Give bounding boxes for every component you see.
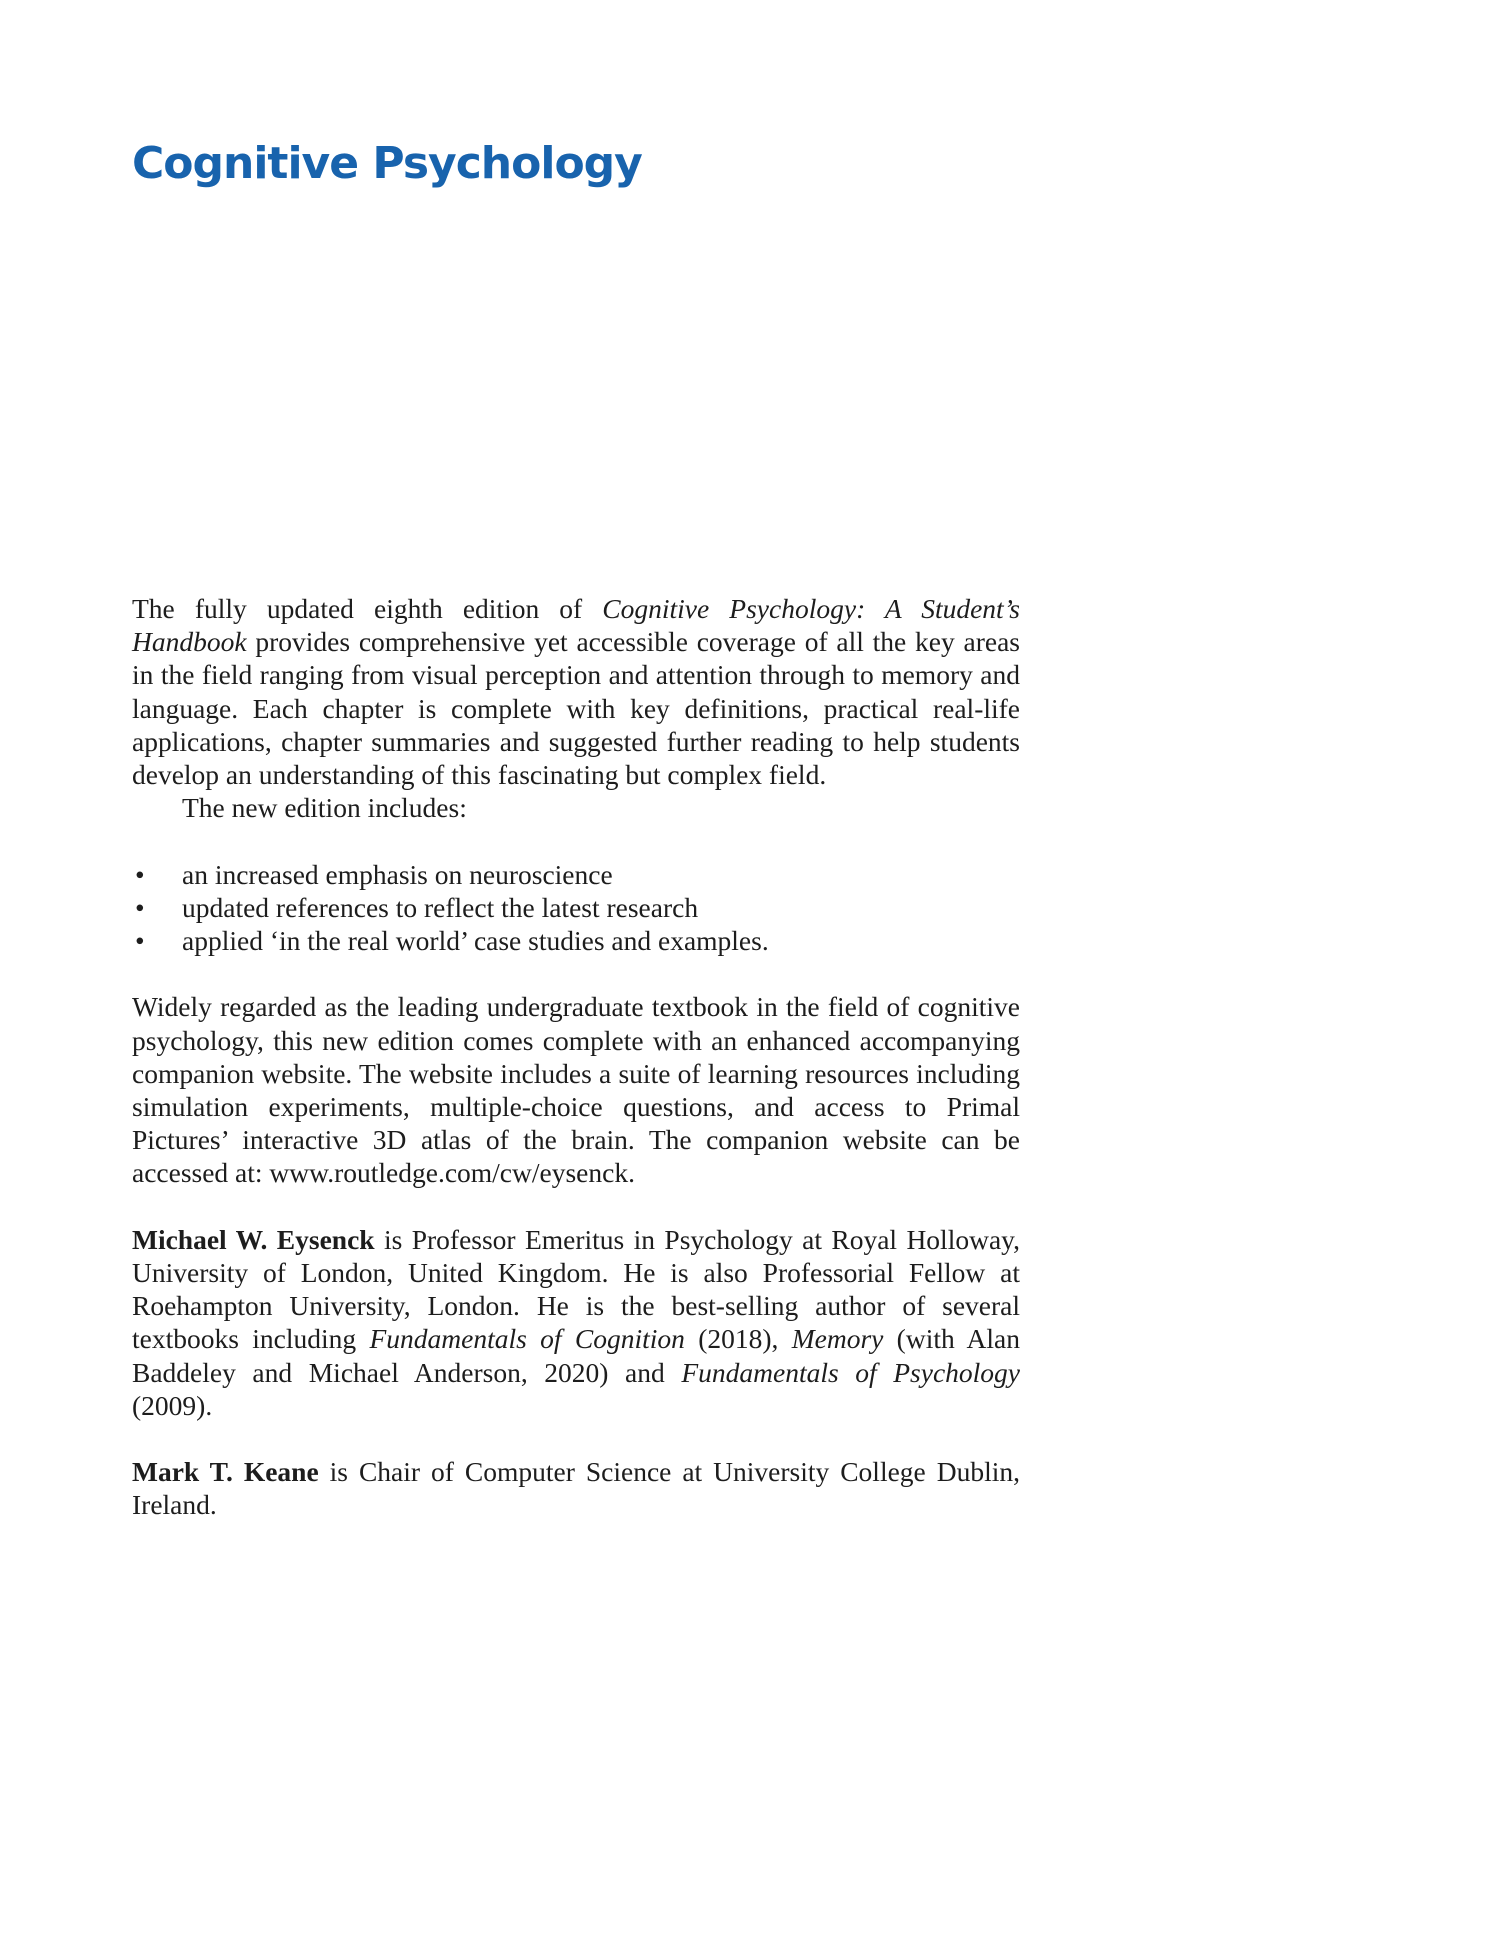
- bio-text-4: (2009).: [132, 1389, 213, 1421]
- book-title-fundamentals-of-psychology: Fundamentals of Psychology: [681, 1356, 1020, 1388]
- list-item: [132, 924, 1020, 957]
- intro-text-1: The fully updated eighth edition of: [132, 593, 603, 624]
- bio-text-3: (with Alan Baddeley and Michael Anderson, 2020) and: [132, 1323, 1020, 1388]
- intro-text-2: provides comprehensive yet accessible coverage of all the key areas in the field ranging from visual perception and attention through to memory and language. Each chapter is complete with key definitions, practical real-life applications, chapter summaries and suggested further reading to help students develop an understanding of this fascinating but complex field.: [132, 626, 1020, 791]
- intro-book-title: Cognitive Psychology: A Student’s Handbook: [132, 593, 1021, 658]
- bullet-icon: •: [135, 925, 145, 957]
- bullet-icon: •: [135, 858, 145, 890]
- bullet-icon: •: [135, 891, 145, 923]
- list-item: [132, 858, 1020, 891]
- author-name-eysenck: Michael W. Eysenck: [132, 1223, 375, 1255]
- features-list: [132, 858, 1020, 958]
- author-bio-keane: [132, 1455, 1020, 1521]
- intro-paragraph: [132, 592, 1020, 791]
- bio-text-1: is Professor Emeritus in Psychology at Royal Holloway, University of London, United Kingdom. He is also Professorial Fellow at Roehampton University, London. He is the best-selling author of several textbooks including: [132, 1223, 1020, 1355]
- website-paragraph: Widely regarded as the leading undergraduate textbook in the field of cognitive psychology, this new edition comes complete with an enhanced accompanying companion website. The website includes a suite of learning resources including simulation experiments, multiple-choice questions, and access to Primal Pictures’ interactive 3D atlas of the brain. The companion website can be accessed at: www.routledge.com/cw/eysenck.: [132, 991, 1020, 1189]
- author-bio-eysenck: [132, 1223, 1020, 1422]
- list-item: [132, 891, 1020, 924]
- book-title-fundamentals-of-cognition: Fundamentals of Cognition: [369, 1323, 685, 1355]
- spacer: [132, 1190, 1020, 1223]
- spacer: [132, 1422, 1020, 1455]
- includes-lead: The new edition includes:: [182, 792, 467, 824]
- list-item-text: applied ‘in the real world’ case studies and examples.: [182, 925, 769, 957]
- bio-text-2: (2018),: [684, 1323, 792, 1355]
- list-item-text: updated references to reflect the latest research: [182, 891, 699, 923]
- list-item-text: an increased emphasis on neuroscience: [182, 858, 613, 890]
- blurb-content: [132, 592, 1020, 1522]
- bio-text-keane: is Chair of Computer Science at University College Dublin, Ireland.: [132, 1456, 1020, 1521]
- author-name-keane: Mark T. Keane: [132, 1456, 319, 1488]
- book-title-memory: Memory: [791, 1323, 884, 1355]
- page-title: Cognitive Psychology: [132, 138, 642, 189]
